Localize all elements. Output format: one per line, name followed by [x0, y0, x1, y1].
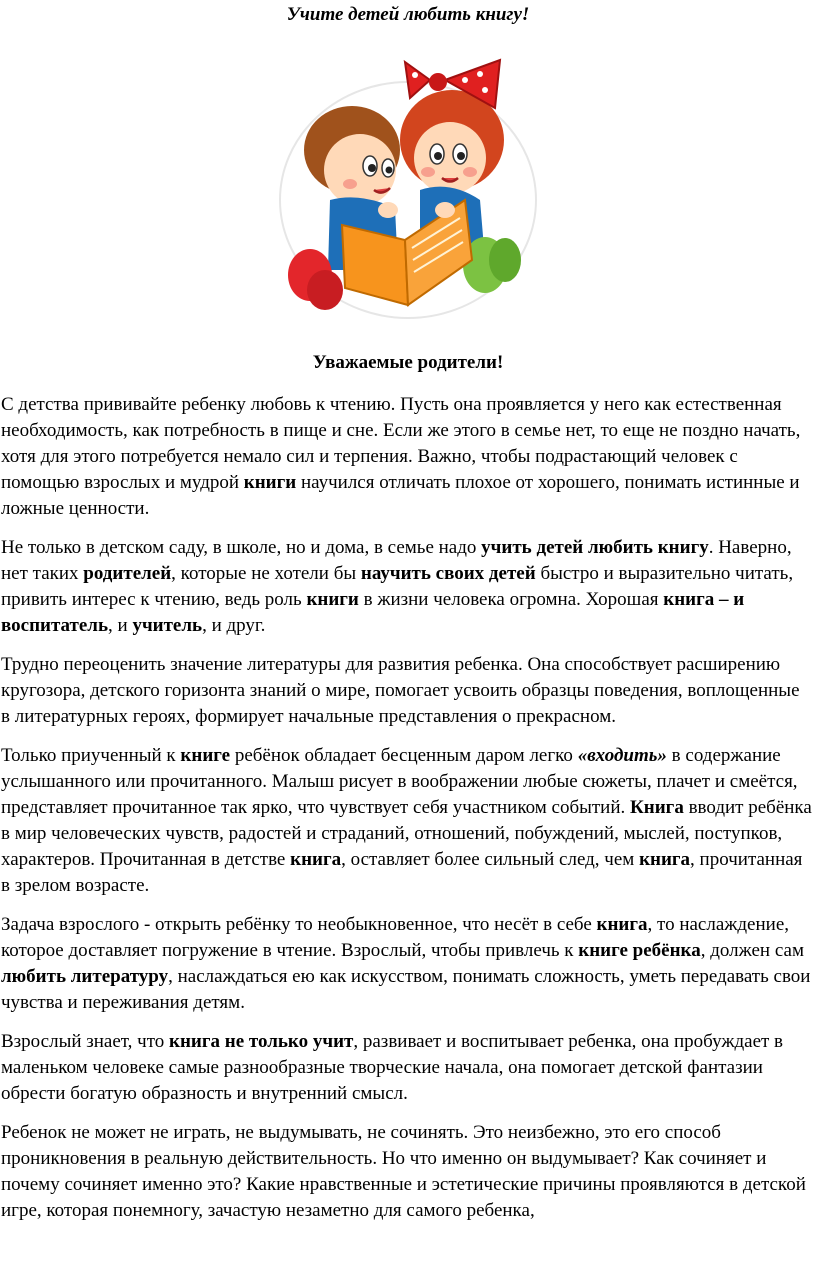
paragraph-text: . Наверно, нет таких — [1, 537, 792, 584]
paragraph-text: в жизни человека огромна. Хорошая — [358, 589, 664, 610]
bold-text: книга – и воспитатель — [1, 589, 745, 636]
children-reading-book-icon — [270, 50, 545, 325]
bold-text: научить своих детей — [360, 563, 536, 584]
bold-text: Книга — [630, 797, 684, 818]
bold-text: книга — [596, 914, 648, 935]
paragraph-text: в содержание услышанного или прочитанного. Малыш рисует в воображении любые сюжеты, плачет и смеётся, представляет прочитанное так ярко, что чувствует себя участником событий. — [1, 745, 798, 818]
paragraph-text: научился отличать плохое от хорошего, понимать истинные и ложные ценности. — [1, 472, 800, 519]
paragraph-text: , которые не хотели бы — [171, 563, 361, 584]
bold-text: учитель — [132, 615, 203, 636]
bold-text: учить детей любить книгу — [481, 537, 709, 558]
paragraph-text: Взрослый знает, что — [1, 1031, 170, 1052]
paragraph-text: ребёнок обладает бесценным даром легко — [230, 745, 578, 766]
paragraph — [1, 392, 813, 522]
greeting-heading: Уважаемые родители! — [312, 352, 504, 373]
bold-text: книга — [639, 849, 691, 870]
paragraph-text: Только приученный к — [1, 745, 181, 766]
paragraph-text: С детства прививайте ребенку любовь к чтению. Пусть она проявляется у него как естественная необходимость, как потребность в пище и сне. Если же этого в семье нет, то еще не поздно начать, хотя для этого потребуется немало сил и терпения. Важно, чтобы подрастающий человек с помощью взрослых и мудрой — [1, 394, 801, 493]
paragraph-text: , то наслаждение, которое доставляет погружение в чтение. Взрослый, чтобы привлечь к — [1, 914, 790, 961]
paragraph-text: Ребенок не может не играть, не выдумывать, не сочинять. Это неизбежно, это его способ проникновения в реальную действительность. Но что именно он выдумывает? Как сочиняет и почему сочиняет именно это? Какие нравственные и эстетические причины проявляются в детской игре, которая понемногу, зачастую незаметно для самого ребенка, — [1, 1122, 806, 1221]
bold-text: книга — [290, 849, 342, 870]
bold-text: книга не только учит — [169, 1031, 354, 1052]
bold-text: родителей — [83, 563, 172, 584]
paragraph-text: , наслаждаться ею как искусством, понимать сложность, уметь передавать свои чувства и переживания детям. — [1, 966, 811, 1013]
paragraph-text: , прочитанная в зрелом возрасте. — [1, 849, 803, 896]
italic-text: «входить» — [577, 745, 667, 766]
bold-text: книге — [180, 745, 231, 766]
bold-text: книге ребёнка — [578, 940, 701, 961]
paragraph-text: , развивает и воспитывает ребенка, она пробуждает в маленьком человеке самые разнообразные творческие начала, она помогает детской фантазии обрести богатую образность и внутренний смысл. — [1, 1031, 784, 1104]
paragraph-text: , должен сам — [700, 940, 804, 961]
paragraph-text: Не только в детском саду, в школе, но и дома, в семье надо — [1, 537, 482, 558]
paragraph-text: Трудно переоценить значение литературы для развития ребенка. Она способствует расширению кругозора, детского горизонта знаний о мире, помогает усвоить образцы поведения, воплощенные в литературных героях, формирует начальные представления о прекрасном. — [1, 654, 800, 727]
paragraph-text: , оставляет более сильный след, чем — [341, 849, 640, 870]
page-title: Учите детей любить книгу! — [286, 4, 530, 25]
paragraph-text: , и друг. — [202, 615, 266, 636]
bold-text: книги — [306, 589, 359, 610]
paragraph-text: быстро и выразительно читать, привить интерес к чтению, ведь роль — [1, 563, 794, 610]
bold-text: книги — [243, 472, 297, 493]
paragraph-text: , и — [108, 615, 133, 636]
paragraph — [1, 1120, 813, 1224]
paragraph — [1, 912, 813, 1016]
paragraph — [1, 535, 813, 639]
article-body — [1, 392, 813, 1237]
paragraph — [1, 1029, 813, 1107]
paragraph-text: вводит ребёнка в мир человеческих чувств, радостей и страданий, отношений, побуждений, мыслей, поступков, характеров. Прочитанная в детстве — [1, 797, 812, 870]
bold-text: любить литературу — [1, 966, 169, 987]
paragraph — [1, 652, 813, 730]
paragraph — [1, 743, 813, 899]
paragraph-text: Задача взрослого - открыть ребёнку то необыкновенное, что несёт в себе — [1, 914, 597, 935]
